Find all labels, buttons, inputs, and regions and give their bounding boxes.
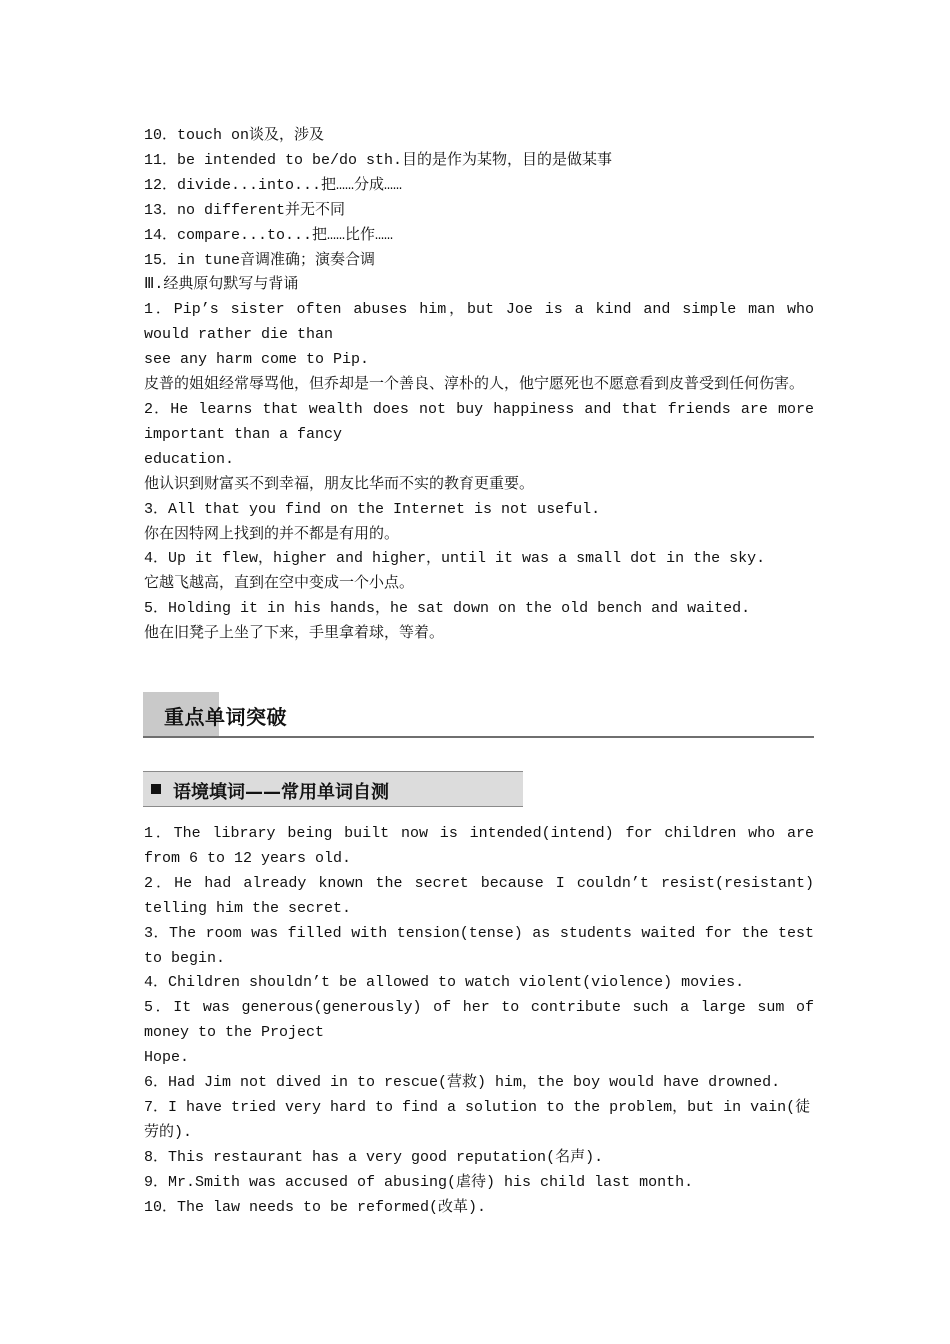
- sentence-chinese: 它越飞越高，直到在空中变成一个小点。: [144, 575, 415, 593]
- sentence-chinese: 皮普的姐姐经常辱骂他，但乔却是一个善良、淳朴的人，他宁愿死也不愿意看到皮普受到任何伤害。: [144, 376, 805, 394]
- sentence-english: 4．Up it flew，higher and higher，until it was a small dot in the sky.: [144, 550, 766, 568]
- sentence-english: 2．He learns that wealth does not buy happiness and that friends are more important than a fancy: [144, 400, 824, 443]
- exercise-item: 7．I have tried very hard to find a solution to the problem，but in vain(徒劳的).: [144, 1098, 811, 1141]
- sentence-chinese: 你在因特网上找到的并不都是有用的。: [144, 525, 400, 543]
- sentence-english: 3．All that you find on the Internet is not useful.: [144, 500, 601, 518]
- exercise-item: 4．Children shouldn’t be allowed to watch violent(violence) movies.: [144, 974, 745, 992]
- phrase-item: 10．touch on谈及，涉及: [144, 127, 325, 144]
- exercise-item: 2．He had already known the secret because I couldn’t resist(resistant) telling him the secret.: [144, 874, 824, 917]
- section-heading: 重点单词突破: [164, 705, 287, 729]
- sentence-chinese: 他认识到财富买不到幸福，朋友比华而不实的教育更重要。: [144, 475, 535, 493]
- subheading-box: [143, 771, 523, 807]
- sentence-english-continued: education.: [144, 450, 235, 468]
- sentence-english: 1．Pip’s sister often abuses him，but Joe is a kind and simple man who would rather die than: [144, 301, 824, 344]
- phrase-item: 15．in tune音调准确；演奏合调: [144, 251, 376, 269]
- phrase-item: 11．be intended to be/do sth.目的是作为某物，目的是做某事: [144, 151, 613, 169]
- exercise-item: 9．Mr.Smith was accused of abusing(虐待) his child last month.: [144, 1173, 694, 1191]
- exercise-item-continued: Hope.: [144, 1049, 190, 1067]
- section-heading-bar: [143, 692, 814, 738]
- square-bullet-icon: [151, 784, 161, 794]
- phrase-item: 13．no different并无不同: [144, 201, 346, 219]
- phrase-item: 12．divide...into...把……分成……: [144, 176, 403, 194]
- exercise-item: 1．The library being built now is intended(intend) for children who are from 6 to 12 years old.: [144, 825, 824, 867]
- exercise-list: [144, 822, 824, 1221]
- exercise-item: 3．The room was filled with tension(tense) as students waited for the test to begin.: [144, 924, 824, 967]
- exercise-item: 6．Had Jim not dived in to rescue(营救) him，the boy would have drowned.: [144, 1074, 781, 1092]
- sentence-english-continued: see any harm come to Pip.: [144, 351, 370, 369]
- subheading: 语境填词——常用单词自测: [173, 782, 389, 803]
- phrase-item: 14．compare...to...把……比作……: [144, 226, 394, 244]
- sentence-chinese: 他在旧凳子上坐了下来，手里拿着球，等着。: [144, 625, 445, 643]
- sentence-english: 5．Holding it in his hands，he sat down on the old bench and waited.: [144, 600, 751, 618]
- exercise-item: 10．The law needs to be reformed(改革).: [144, 1198, 487, 1216]
- phrase-and-sentence-section: [144, 124, 824, 647]
- section-3-title: Ⅲ.经典原句默写与背诵: [144, 276, 299, 294]
- exercise-item: 8．This restaurant has a very good reputation(名声).: [144, 1148, 604, 1166]
- exercise-item: 5．It was generous(generously) of her to contribute such a large sum of money to the Project: [144, 999, 824, 1042]
